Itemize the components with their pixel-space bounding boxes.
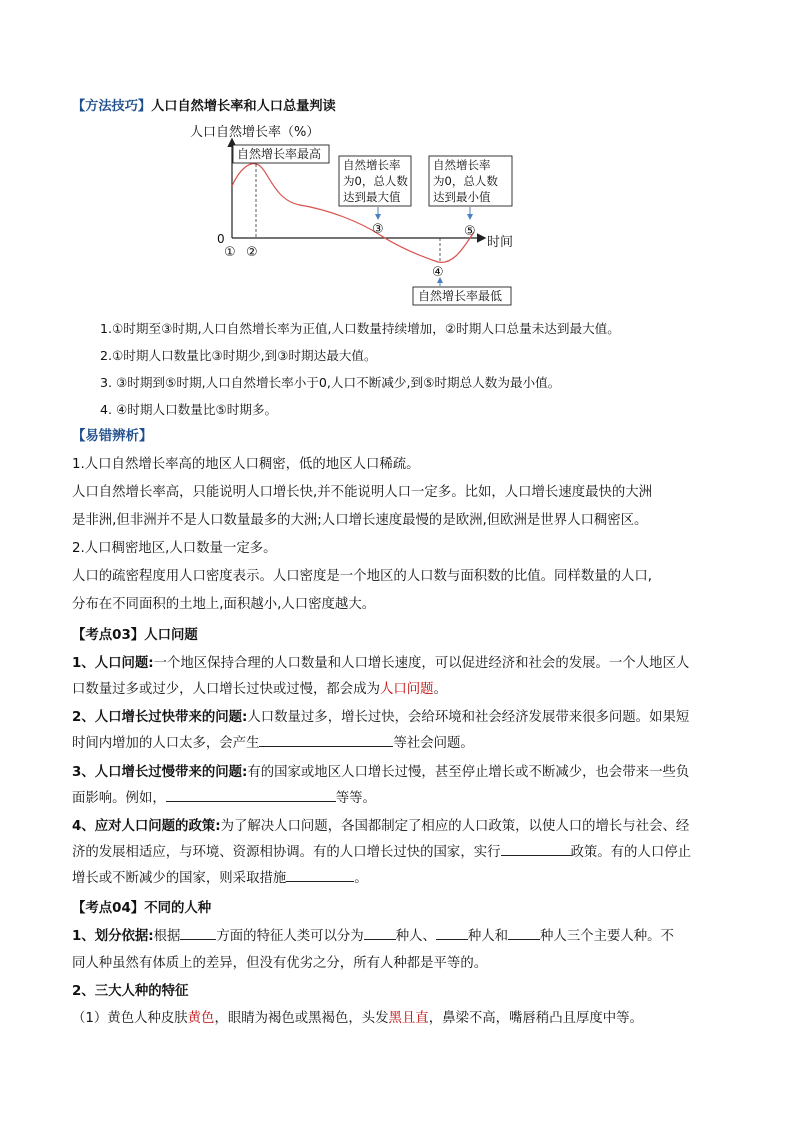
kaodian04-title: 【考点04】不同的人种 [72,901,212,916]
kaodian04-blank-4[interactable] [508,927,540,940]
kaodian03-p3-line2 [72,787,376,806]
kaodian03-p1-label: 1、人口问题: [72,656,154,671]
kaodian03-p4-text1: 为了解决人口问题，各国都制定了相应的人口政策，以使人口的增长与社会、经 [220,819,690,834]
error-line-6: 分布在不同面积的土地上,面积越小,人口密度越大。 [72,597,376,612]
point-2-label: ② [246,245,258,260]
error-line-1: 1.人口自然增长率高的地区人口稠密，低的地区人口稀疏。 [72,457,420,472]
kaodian03-p2-label: 2、人口增长过快带来的问题: [72,710,248,725]
origin-label: 0 [217,232,225,246]
kaodian03-p1-red: 人口问题 [379,682,434,697]
kaodian03-p4-label: 4、应对人口问题的政策: [72,819,221,834]
method-item-4: 4. ④时期人口数量比⑤时期多。 [100,402,278,417]
kaodian03-p2-line2 [72,732,474,751]
kaodian04-p3-c: ，鼻梁不高，嘴唇稍凸且厚度中等。 [428,1011,643,1026]
kaodian04-blank-1[interactable] [180,927,216,940]
kaodian03-p4-text2a: 济的发展相适应，与环境、资源相协调。有的人口增长过快的国家，实行 [72,845,501,860]
kaodian04-p1-label: 1、划分依据: [72,929,154,944]
kaodian03-p3-text1: 有的国家或地区人口增长过慢，甚至停止增长或不断减少，也会带来一些负 [247,765,690,780]
error-line-2: 人口自然增长率高，只能说明人口增长快,并不能说明人口一定多。比如，人口增长速度最快的大洲 [72,485,653,500]
callout-p5-line3: 达到最小值 [433,190,491,204]
kaodian03-p4-line1 [72,815,689,834]
kaodian04-blank-2[interactable] [364,927,396,940]
callout-p5-line2: 为0，总人数 [433,174,498,188]
kaodian04-p3-a: （1）黄色人种皮肤 [72,1011,188,1026]
point-1-label: ① [224,245,236,260]
error-section-title: 【易错辨析】 [72,429,153,444]
kaodian04-p1-c: 种人、 [395,929,436,944]
kaodian04-p1-d: 种人和 [467,929,509,944]
kaodian03-p3-blank[interactable] [166,789,336,802]
kaodian03-p2-text3: 等社会问题。 [393,736,474,751]
kaodian03-p4-text3a: 增长或不断减少的国家，则采取措施 [72,871,287,886]
point-3-label: ③ [372,222,384,237]
x-axis-label: 时间 [487,235,514,250]
kaodian03-p4-blank2[interactable] [286,869,354,882]
kaodian03-p3-line1 [72,761,689,780]
kaodian04-p1-line1 [72,925,674,944]
y-axis-label: 人口自然增长率（%） [190,125,320,140]
kaodian03-p3-text2: 面影响。例如， [72,791,166,806]
kaodian03-title: 【考点03】人口问题 [72,628,198,643]
error-line-5: 人口的疏密程度用人口密度表示。人口密度是一个地区的人口数与面积数的比值。同样数量的人口, [72,569,653,584]
kaodian03-p1-line2 [72,678,447,697]
kaodian03-p4-text3b: 。 [354,871,368,886]
kaodian03-p2-text1: 人口数量过多，增长过快，会给环境和社会经济发展带来很多问题。如果短 [247,710,690,725]
callout-p3-line1: 自然增长率 [343,158,401,172]
kaodian03-p4-text2b: 政策。有的人口停止 [570,845,692,860]
kaodian04-p1-e: 种人三个主要人种。不 [540,929,674,944]
kaodian04-p3-line [72,1007,643,1026]
kaodian03-p3-label: 3、人口增长过慢带来的问题: [72,765,248,780]
method-bracket-title: 【方法技巧】 [72,99,152,114]
method-item-2: 2.①时期人口数量比③时期少,到③时期达最大值。 [100,348,377,363]
kaodian04-p1-line2: 同人种虽然有体质上的差异，但没有优劣之分，所有人种都是平等的。 [72,956,488,971]
callout-p5-line1: 自然增长率 [433,158,491,172]
kaodian03-p2-text2: 时间内增加的人口太多，会产生 [72,736,260,751]
kaodian03-p4-blank1[interactable] [501,843,571,856]
kaodian03-p1-text1: 一个地区保持合理的人口数量和人口增长速度，可以促进经济和社会的发展。一个人地区人 [153,656,690,671]
kaodian03-p2-line1 [72,706,689,725]
callout-p3-line3: 达到最大值 [343,190,401,204]
method-title: 人口自然增长率和人口总量判读 [151,99,336,114]
kaodian04-p3-b: ，眼睛为褐色或黑褐色，头发 [214,1011,389,1026]
kaodian03-p4-line2 [72,841,691,860]
kaodian03-p1-end: 。 [433,682,447,697]
point-5-label: ⑤ [464,224,476,239]
kaodian04-p3-red1: 黄色 [187,1011,215,1026]
error-line-4: 2.人口稠密地区,人口数量一定多。 [72,541,277,556]
kaodian03-p1-text2: 口数量过多或过少，人口增长过快或过慢，都会成为 [72,682,380,697]
method-item-1: 1.①时期至③时期,人口自然增长率为正值,人口数量持续增加，②时期人口总量未达到最大值。 [100,321,620,336]
callout-max-rate: 自然增长率最高 [237,147,322,161]
kaodian03-p2-blank[interactable] [259,734,393,747]
point-4-label: ④ [432,265,444,280]
kaodian04-blank-3[interactable] [436,927,468,940]
kaodian03-p1-line1 [72,652,689,671]
callout-min-rate: 自然增长率最低 [418,289,503,303]
kaodian04-p3-red2: 黑且直 [388,1011,429,1026]
method-item-3: 3. ③时期到⑤时期,人口自然增长率小于0,人口不断减少,到⑤时期总人数为最小值。 [100,375,561,390]
callout-p3-line2: 为0，总人数 [343,174,408,188]
kaodian03-p3-text3: 等等。 [335,791,376,806]
error-line-3: 是非洲,但非洲并不是人口数量最多的大洲;人口增长速度最慢的是欧洲,但欧洲是世界人口稠密区。 [72,513,648,528]
kaodian04-p2-label: 2、三大人种的特征 [72,984,189,999]
kaodian04-p1-b: 方面的特征人类可以分为 [216,929,364,944]
kaodian04-p1-a: 根据 [153,929,181,944]
kaodian03-p4-line3 [72,867,368,886]
